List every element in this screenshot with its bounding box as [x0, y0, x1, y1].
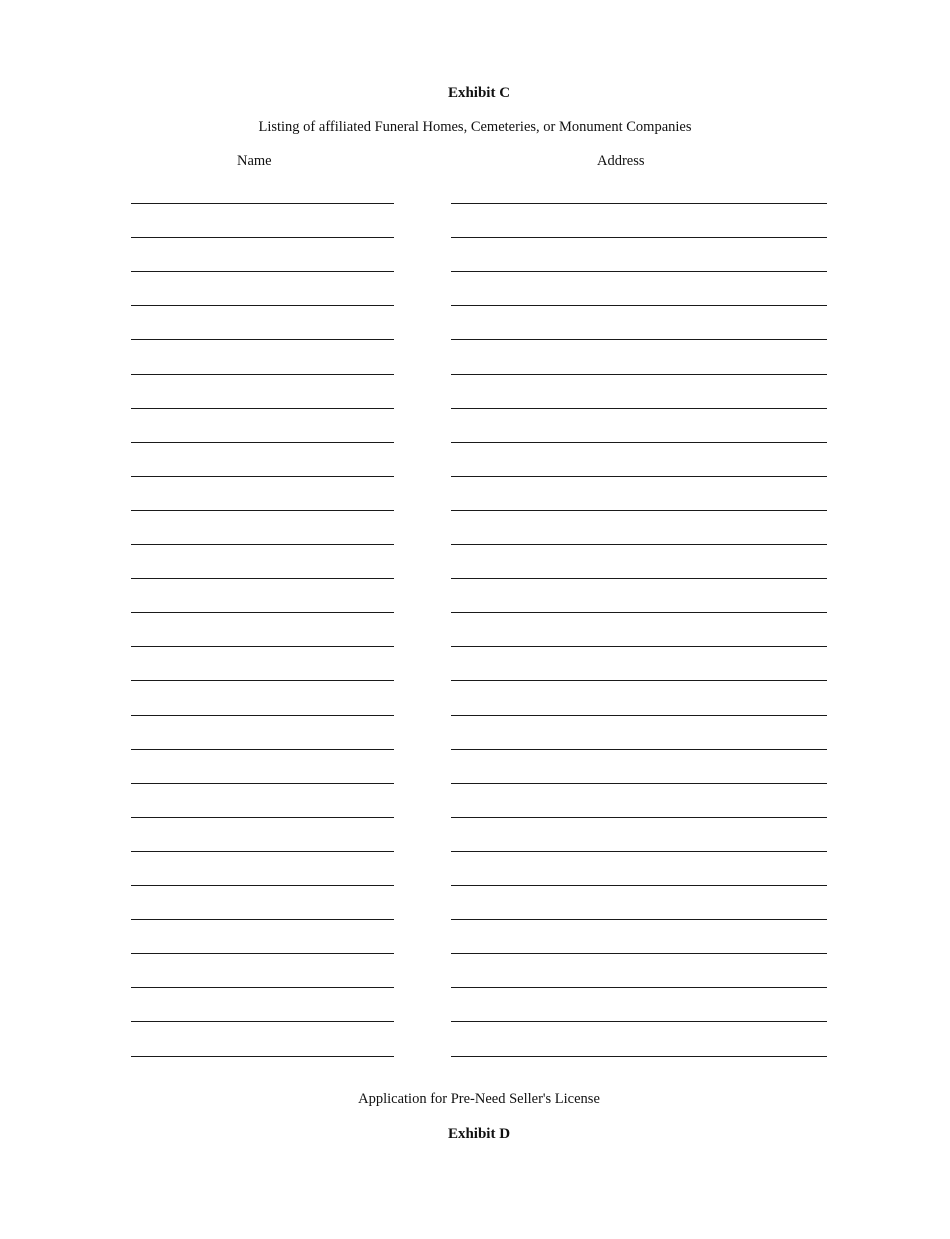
- name-blank-line[interactable]: [131, 646, 394, 647]
- address-blank-line[interactable]: [451, 544, 827, 545]
- name-blank-line[interactable]: [131, 271, 394, 272]
- name-blank-line[interactable]: [131, 305, 394, 306]
- address-blank-line[interactable]: [451, 339, 827, 340]
- name-blank-line[interactable]: [131, 408, 394, 409]
- listing-row: [0, 817, 950, 821]
- address-column-header: Address: [597, 153, 645, 169]
- listing-row: [0, 271, 950, 275]
- name-blank-line[interactable]: [131, 374, 394, 375]
- listing-row: [0, 237, 950, 241]
- listing-row: [0, 305, 950, 309]
- address-blank-line[interactable]: [451, 442, 827, 443]
- name-blank-line[interactable]: [131, 339, 394, 340]
- listing-row: [0, 612, 950, 616]
- address-blank-line[interactable]: [451, 476, 827, 477]
- name-blank-line[interactable]: [131, 885, 394, 886]
- name-blank-line[interactable]: [131, 680, 394, 681]
- listing-row: [0, 885, 950, 889]
- listing-row: [0, 715, 950, 719]
- address-blank-line[interactable]: [451, 578, 827, 579]
- name-column-header: Name: [237, 153, 272, 169]
- address-blank-line[interactable]: [451, 271, 827, 272]
- address-blank-line[interactable]: [451, 987, 827, 988]
- address-blank-line[interactable]: [451, 374, 827, 375]
- listing-row: [0, 1056, 950, 1060]
- address-blank-line[interactable]: [451, 203, 827, 204]
- listing-row: [0, 578, 950, 582]
- name-blank-line[interactable]: [131, 544, 394, 545]
- name-blank-line[interactable]: [131, 1056, 394, 1057]
- listing-row: [0, 544, 950, 548]
- exhibit-c-heading: Exhibit C: [447, 85, 511, 101]
- name-blank-line[interactable]: [131, 783, 394, 784]
- name-blank-line[interactable]: [131, 442, 394, 443]
- address-blank-line[interactable]: [451, 919, 827, 920]
- name-blank-line[interactable]: [131, 749, 394, 750]
- listing-row: [0, 919, 950, 923]
- address-blank-line[interactable]: [451, 1021, 827, 1022]
- name-blank-line[interactable]: [131, 612, 394, 613]
- address-blank-line[interactable]: [451, 237, 827, 238]
- name-blank-line[interactable]: [131, 476, 394, 477]
- listing-row: [0, 374, 950, 378]
- listing-row: [0, 953, 950, 957]
- address-blank-line[interactable]: [451, 783, 827, 784]
- exhibit-d-heading: Exhibit D: [447, 1126, 511, 1142]
- name-blank-line[interactable]: [131, 1021, 394, 1022]
- name-blank-line[interactable]: [131, 237, 394, 238]
- address-blank-line[interactable]: [451, 817, 827, 818]
- listing-row: [0, 749, 950, 753]
- address-blank-line[interactable]: [451, 749, 827, 750]
- address-blank-line[interactable]: [451, 680, 827, 681]
- listing-row: [0, 203, 950, 207]
- listing-row: [0, 851, 950, 855]
- listing-row: [0, 783, 950, 787]
- listing-row: [0, 646, 950, 650]
- listing-row: [0, 680, 950, 684]
- listing-row: [0, 408, 950, 412]
- name-blank-line[interactable]: [131, 817, 394, 818]
- name-blank-line[interactable]: [131, 203, 394, 204]
- name-blank-line[interactable]: [131, 953, 394, 954]
- address-blank-line[interactable]: [451, 646, 827, 647]
- address-blank-line[interactable]: [451, 510, 827, 511]
- name-blank-line[interactable]: [131, 715, 394, 716]
- name-blank-line[interactable]: [131, 987, 394, 988]
- listing-row: [0, 476, 950, 480]
- listing-row: [0, 510, 950, 514]
- listing-subtitle: Listing of affiliated Funeral Homes, Cemeteries, or Monument Companies: [258, 119, 692, 135]
- address-blank-line[interactable]: [451, 851, 827, 852]
- application-title: Application for Pre-Need Seller's License: [358, 1091, 600, 1107]
- address-blank-line[interactable]: [451, 885, 827, 886]
- address-blank-line[interactable]: [451, 408, 827, 409]
- listing-row: [0, 1021, 950, 1025]
- name-blank-line[interactable]: [131, 578, 394, 579]
- name-blank-line[interactable]: [131, 510, 394, 511]
- address-blank-line[interactable]: [451, 305, 827, 306]
- address-blank-line[interactable]: [451, 612, 827, 613]
- name-blank-line[interactable]: [131, 851, 394, 852]
- address-blank-line[interactable]: [451, 953, 827, 954]
- address-blank-line[interactable]: [451, 715, 827, 716]
- listing-row: [0, 442, 950, 446]
- listing-row: [0, 339, 950, 343]
- name-blank-line[interactable]: [131, 919, 394, 920]
- listing-row: [0, 987, 950, 991]
- address-blank-line[interactable]: [451, 1056, 827, 1057]
